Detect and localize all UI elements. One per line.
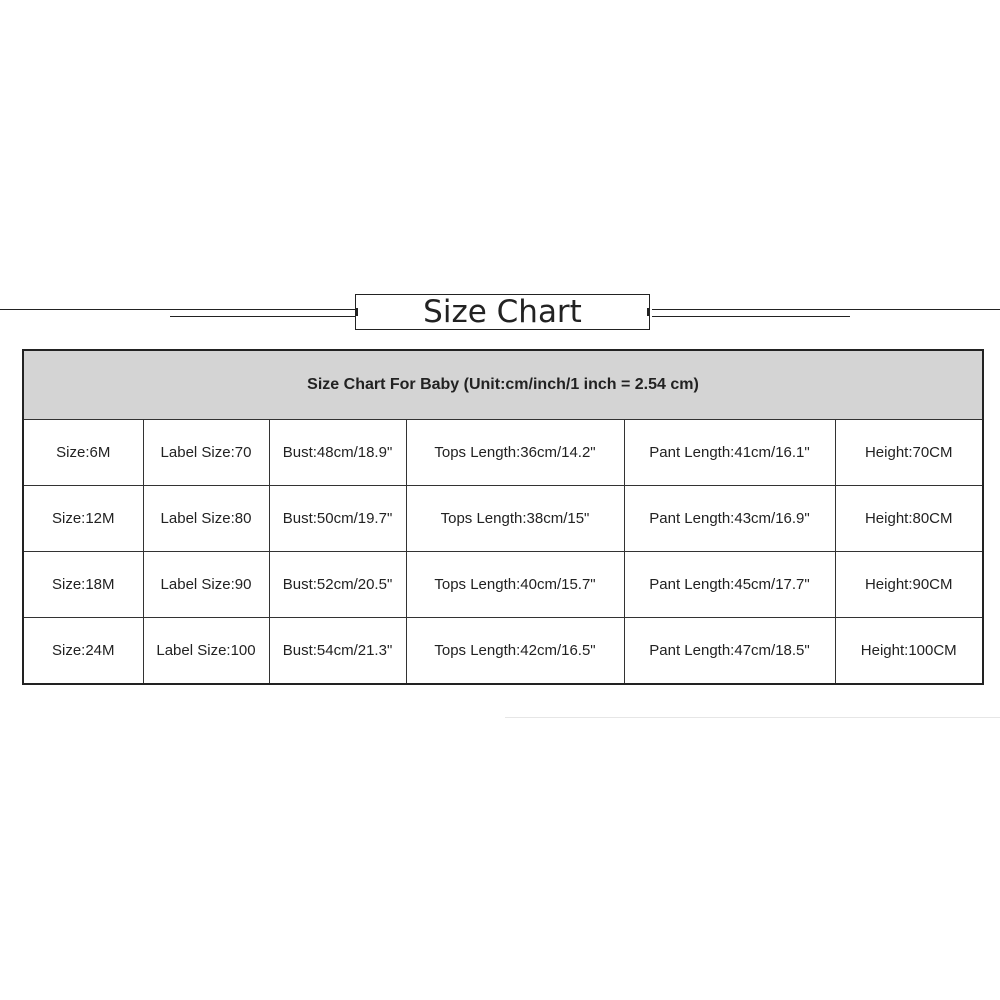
size-cell: Size:12M	[23, 486, 143, 552]
pant-length-cell: Pant Length:45cm/17.7"	[624, 552, 835, 618]
label-size-cell: Label Size:90	[143, 552, 269, 618]
bust-cell: Bust:52cm/20.5"	[269, 552, 406, 618]
height-cell: Height:70CM	[835, 420, 983, 486]
tops-length-cell: Tops Length:38cm/15"	[406, 486, 624, 552]
bust-cell: Bust:54cm/21.3"	[269, 618, 406, 685]
pant-length-cell: Pant Length:43cm/16.9"	[624, 486, 835, 552]
pant-length-cell: Pant Length:41cm/16.1"	[624, 420, 835, 486]
height-cell: Height:100CM	[835, 618, 983, 685]
divider-line-left	[0, 309, 356, 310]
table-row	[23, 618, 983, 685]
bust-cell: Bust:50cm/19.7"	[269, 486, 406, 552]
divider-line-left-short	[170, 316, 356, 317]
divider-line-right	[652, 309, 1000, 310]
size-chart-table	[22, 349, 984, 685]
size-cell: Size:24M	[23, 618, 143, 685]
divider-line-bottom	[505, 717, 1000, 718]
table-header-row	[23, 350, 983, 420]
tops-length-cell: Tops Length:40cm/15.7"	[406, 552, 624, 618]
page-title: Size Chart	[355, 294, 650, 330]
height-cell: Height:80CM	[835, 486, 983, 552]
table-row	[23, 420, 983, 486]
table-row	[23, 486, 983, 552]
size-cell: Size:18M	[23, 552, 143, 618]
divider-line-right-short	[652, 316, 850, 317]
tops-length-cell: Tops Length:36cm/14.2"	[406, 420, 624, 486]
label-size-cell: Label Size:100	[143, 618, 269, 685]
table-caption: Size Chart For Baby (Unit:cm/inch/1 inch = 2.54 cm)	[23, 350, 983, 420]
label-size-cell: Label Size:80	[143, 486, 269, 552]
table-row	[23, 552, 983, 618]
height-cell: Height:90CM	[835, 552, 983, 618]
tops-length-cell: Tops Length:42cm/16.5"	[406, 618, 624, 685]
label-size-cell: Label Size:70	[143, 420, 269, 486]
size-cell: Size:6M	[23, 420, 143, 486]
pant-length-cell: Pant Length:47cm/18.5"	[624, 618, 835, 685]
bust-cell: Bust:48cm/18.9"	[269, 420, 406, 486]
